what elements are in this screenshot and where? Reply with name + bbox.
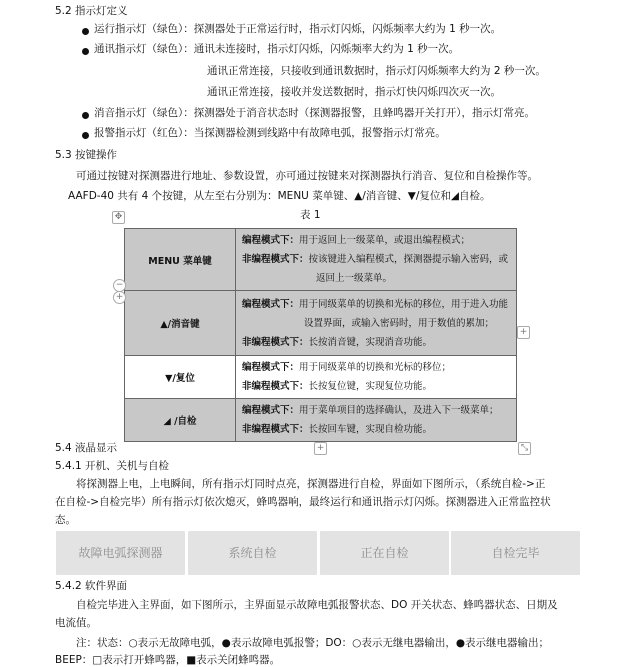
note-line-2: BEEP：□表示打开蜂鸣器，■表示关闭蜂鸣器。 <box>55 654 281 666</box>
key-name-cell: ▼/复位 <box>125 356 236 399</box>
table-row <box>125 356 517 399</box>
mode-text: 长按复位键，实现复位功能。 <box>308 381 433 392</box>
note-line-1: 注：状态：○表示无故障电弧，●表示故障电弧报警；DO：○表示无继电器输出，●表示继电器输出； <box>76 637 549 649</box>
mode-text: 用于菜单项目的选择确认，及进入下一级菜单； <box>299 405 499 416</box>
key-desc-cell <box>236 291 517 356</box>
mode-text: 用于返回上一级菜单，或退出编程模式； <box>299 235 471 246</box>
plus-icon[interactable]: + <box>314 442 327 455</box>
resize-icon[interactable]: ⤡ <box>518 442 531 455</box>
main-ui-paragraph-1: 自检完毕进入主界面，如下图所示，主界面显示故障电弧报警状态、DO 开关状态、蜂鸣器状态、日期及 <box>76 599 558 611</box>
mute-indicator-text: 消音指示灯（绿色）：探测器处于消音状态时（探测器报警，且蜂鸣器开关打开），指示灯常亮。 <box>94 107 535 119</box>
mode-text: 按该键进入编程模式，探测器提示输入密码，或 <box>308 254 509 265</box>
key-desc-cell <box>236 356 517 399</box>
keys-table <box>124 228 517 442</box>
key-name-cell: ▲/消音键 <box>125 291 236 356</box>
run-indicator-text: 运行指示灯（绿色）：探测器处于正常运行时，指示灯闪烁，闪烁频率大约为 1 秒一次。 <box>94 23 502 35</box>
selftest-paragraph-1: 将探测器上电，上电瞬间，所有指示灯同时点亮，探测器进行自检，界面如下图所示，（系统自检->正 <box>76 478 546 490</box>
lcd-screen-checking: 正在自检 <box>320 531 449 575</box>
section-5-3-heading: 5.3 按键操作 <box>55 149 118 161</box>
mode-label: 编程模式下： <box>242 405 300 416</box>
bullet-dot <box>82 48 89 55</box>
mode-text: 返回上一级菜单。 <box>316 273 393 284</box>
key-desc-cell <box>236 399 517 442</box>
section-5-4-heading: 5.4 液晶显示 <box>55 442 118 454</box>
plus-icon[interactable]: + <box>113 291 126 304</box>
mode-label: 非编程模式下： <box>242 254 309 265</box>
key-name-cell: MENU 菜单键 <box>125 229 236 291</box>
keys-paragraph-1: 可通过按键对探测器进行地址、参数设置，亦可通过按键来对探测器执行消音、复位和自检操作等。 <box>76 170 538 182</box>
bullet-dot <box>82 132 89 139</box>
mode-label: 编程模式下： <box>242 362 300 373</box>
mode-label: 编程模式下： <box>242 235 300 246</box>
lcd-screen-check-done: 自检完毕 <box>451 531 580 575</box>
mode-text: 长按消音键，实现消音功能。 <box>308 336 433 348</box>
mode-text: 用于同级菜单的切换和光标的移位； <box>299 362 452 373</box>
bullet-dot <box>82 112 89 119</box>
bullet-dot <box>82 28 89 35</box>
mode-label: 非编程模式下： <box>242 336 309 348</box>
section-5-4-1-heading: 5.4.1 开机、关机与自检 <box>55 460 170 472</box>
table-caption: 表 1 <box>300 209 321 221</box>
move-icon[interactable]: ✥ <box>112 211 125 224</box>
mode-label: 非编程模式下： <box>242 381 309 392</box>
key-name-cell: ◢ /自检 <box>125 399 236 442</box>
keys-paragraph-2: AAFD-40 共有 4 个按键，从左至右分别为：MENU 菜单键、▲/消音键、▼/复位和◢自检。 <box>68 190 491 202</box>
selftest-paragraph-2: 在自检->自检完毕）所有指示灯依次熄灭，蜂鸣器响，最终运行和通讯指示灯闪烁。探测器进入正常监控状 <box>55 496 551 508</box>
section-5-4-2-heading: 5.4.2 软件界面 <box>55 580 128 592</box>
key-desc-cell <box>236 229 517 291</box>
alarm-indicator-text: 报警指示灯（红色）：当探测器检测到线路中有故障电弧，报警指示灯常亮。 <box>94 127 446 139</box>
selftest-paragraph-3: 态。 <box>55 514 76 526</box>
main-ui-paragraph-2: 电流值。 <box>55 617 97 629</box>
plus-icon[interactable]: + <box>517 326 530 339</box>
mode-label: 编程模式下： <box>242 298 300 310</box>
comm-indicator-text-1: 通讯指示灯（绿色）：通讯未连接时，指示灯闪烁，闪烁频率大约为 1 秒一次。 <box>94 43 460 55</box>
mode-label: 非编程模式下： <box>242 424 309 435</box>
lcd-screen-title: 故障电弧探测器 <box>56 531 185 575</box>
lcd-screen-system-check: 系统自检 <box>188 531 317 575</box>
table-row <box>125 229 517 291</box>
mode-text: 设置界面，或输入密码时，用于数值的累加； <box>304 317 495 329</box>
comm-indicator-text-2: 通讯正常连接，只接收到通讯数据时，指示灯闪烁频率大约为 2 秒一次。 <box>207 65 546 77</box>
table-row <box>125 399 517 442</box>
mode-text: 用于同级菜单的切换和光标的移位，用于进入功能 <box>299 298 509 310</box>
table-row <box>125 291 517 356</box>
comm-indicator-text-3: 通讯正常连接，接收并发送数据时，指示灯快闪烁四次灭一次。 <box>207 86 501 98</box>
section-5-2-heading: 5.2 指示灯定义 <box>55 5 128 17</box>
minus-icon[interactable]: − <box>113 279 126 292</box>
mode-text: 长按回车键，实现自检功能。 <box>308 424 433 435</box>
